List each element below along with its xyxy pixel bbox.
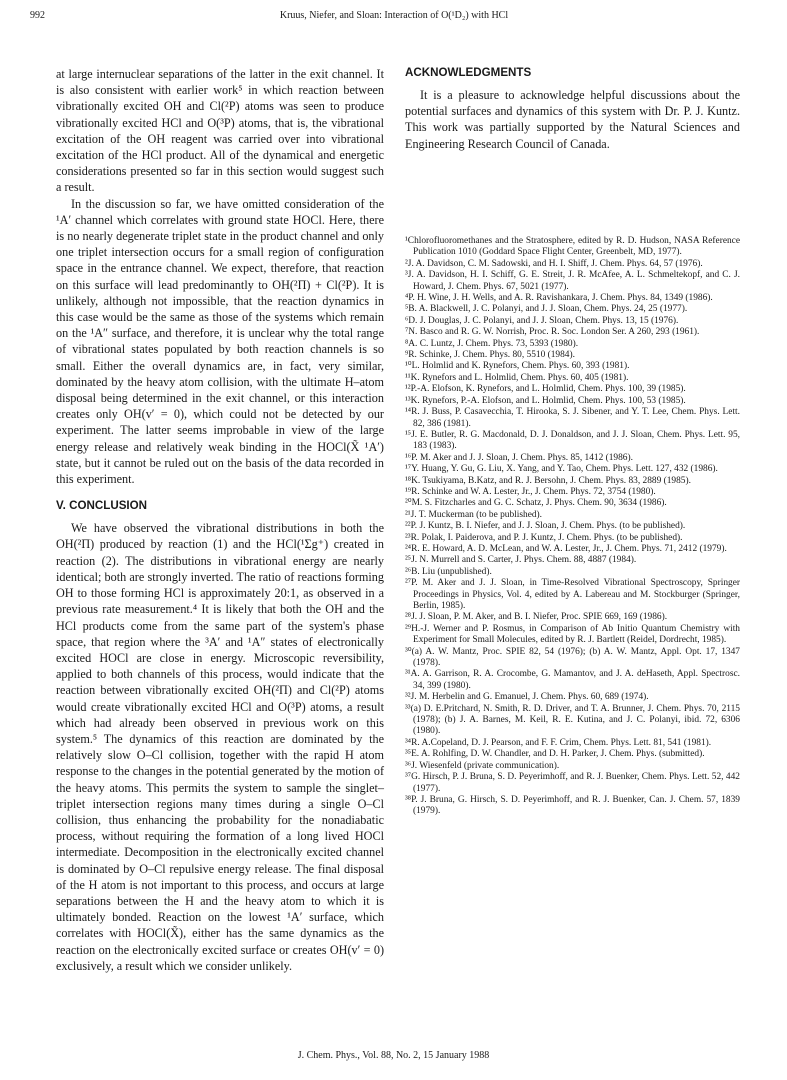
reference-item: ²⁶B. Liu (unpublished). xyxy=(405,566,492,577)
reference-item: ³⁷G. Hirsch, P. J. Bruna, S. D. Peyerimhoff, and R. J. Buenker, Chem. Phys. Lett. 52, 442 (1977). xyxy=(405,772,740,794)
reference-item: ³⁵E. A. Rohlfing, D. W. Chandler, and D. H. Parker, J. Chem. Phys. (submitted). xyxy=(405,749,705,760)
reference-item: ⁴P. H. Wine, J. H. Wells, and A. R. Ravishankara, J. Chem. Phys. 84, 1349 (1986). xyxy=(405,293,713,304)
reference-item: ²³R. Polak, I. Paiderova, and P. J. Kuntz, J. Chem. Phys. (to be published). xyxy=(405,532,683,543)
reference-item: ¹⁸K. Tsukiyama, B.Katz, and R. J. Bersohn, J. Chem. Phys. 83, 2889 (1985). xyxy=(405,475,691,486)
reference-item: ⁷N. Basco and R. G. W. Norrish, Proc. R. Soc. London Ser. A 260, 293 (1961). xyxy=(405,327,700,338)
page-number: 992 xyxy=(30,10,45,21)
left-column xyxy=(56,66,384,974)
page-footer: J. Chem. Phys., Vol. 88, No. 2, 15 January 1988 xyxy=(297,1050,490,1061)
reference-item: ³J. A. Davidson, H. I. Schiff, G. E. Streit, J. R. McAfee, A. L. Schmeltekopf, and C. J. Howard, J. Chem. Phys. 67, 5021 (1977). xyxy=(405,270,740,292)
reference-item: ²¹J. T. Muckerman (to be published). xyxy=(405,509,543,520)
reference-item: ¹⁹R. Schinke and W. A. Lester, Jr., J. Chem. Phys. 72, 3754 (1980). xyxy=(405,486,656,497)
reference-item: ³⁴R. A.Copeland, D. J. Pearson, and F. F. Crim, Chem. Phys. Lett. 81, 541 (1981). xyxy=(405,737,712,748)
reference-item: ²J. A. Davidson, C. M. Sadowski, and H. I. Shiff, J. Chem. Phys. 64, 57 (1976). xyxy=(405,258,703,269)
acknowledgments-paragraph: It is a pleasure to acknowledge helpful discussions about the potential surfaces and dynamics of this system with Dr. P. J. Kuntz. This work was partially supported by the Natural Sciences and Engineering Research Council of Canada. xyxy=(405,88,740,151)
reference-item: ¹⁶P. M. Aker and J. J. Sloan, J. Chem. Phys. 85, 1412 (1986). xyxy=(405,452,633,463)
reference-item: ³⁶J. Wiesenfeld (private communication). xyxy=(405,760,560,771)
reference-item: ¹²P.-A. Elofson, K. Rynefors, and L. Holmlid, Chem. Phys. 100, 39 (1985). xyxy=(405,384,686,395)
reference-item: ²²P. J. Kuntz, B. I. Niefer, and J. J. Sloan, J. Chem. Phys. (to be published). xyxy=(405,521,686,532)
reference-item: ¹¹K. Rynefors and L. Holmlid, Chem. Phys. 60, 405 (1981). xyxy=(405,372,629,383)
reference-item: ³⁰(a) A. W. Mantz, Proc. SPIE 82, 54 (1976); (b) A. W. Mantz, Appl. Opt. 17, 1347 (1978). xyxy=(405,646,740,669)
reference-item: ¹⁰L. Holmlid and K. Rynefors, Chem. Phys. 60, 393 (1981). xyxy=(405,361,630,372)
reference-item: ⁶D. J. Douglas, J. C. Polanyi, and J. J. Sloan, Chem. Phys. 13, 15 (1976). xyxy=(405,315,679,326)
reference-item: ¹³K. Rynefors, P.-A. Elofson, and L. Holmlid, Chem. Phys. 100, 53 (1985). xyxy=(405,395,686,406)
section-heading-acknowledgments: ACKNOWLEDGMENTS xyxy=(405,66,532,79)
reference-item: ⁸A. C. Luntz, J. Chem. Phys. 73, 5393 (1980). xyxy=(405,338,579,349)
page-header xyxy=(30,10,758,26)
body-paragraph: at large internuclear separations of the latter in the exit channel. It is also consistent with earlier work⁵ in which reaction between vibrationally excited OH and Cl(²P) atoms was seen to produce vibrationally excited HCl and O(³P) atoms, that is, the vibrational excitation of the OH reagent was carried over into vibrational excitation of the HCl product. All of the dynamical and energetic considerations presented so far in this section would suggest such a result. xyxy=(56,67,384,195)
reference-item: ²⁸J. J. Sloan, P. M. Aker, and B. I. Niefer, Proc. SPIE 669, 169 (1986). xyxy=(405,612,668,623)
reference-item: ³⁸P. J. Bruna, G. Hirsch, S. D. Peyerimhoff, and R. J. Buenker, Can. J. Chem. 57, 1839 (1979). xyxy=(405,794,740,817)
reference-item: ⁹R. Schinke, J. Chem. Phys. 80, 5510 (1984). xyxy=(405,350,575,361)
reference-item: ¹Chlorofluoromethanes and the Stratosphere, edited by R. D. Hudson, NASA Reference Publication 1010 (Goddard Space Flight Center, Greenbelt, MD, 1977). xyxy=(405,236,740,258)
reference-item: ³¹A. A. Garrison, R. A. Crocombe, G. Mamantov, and J. A. deHaseth, Appl. Spectrosc. 34, 399 (1980). xyxy=(405,669,740,691)
reference-item: ²⁴R. E. Howard, A. D. McLean, and W. A. Lester, Jr., J. Chem. Phys. 71, 2412 (1979). xyxy=(405,543,727,554)
body-paragraph: In the discussion so far, we have omitted consideration of the ¹A′ channel which correlates with ground state HOCl. Here, there is no nearly degenerate triplet state in the product channel and only one triplet intersection occurs for a small region of configuration space in the entrance channel. We expect, therefore, that reaction on this surface will lead predominantly to OH(²Π) + Cl(²P). It is unlikely, although not impossible, that the reaction dynamics in this case would be the same as those of the systems which remain on the ¹A″ surface, and therefore, it is unclear why the total range of vibrational states populated by both reaction channels is so small. Either the overall dynamics are, in fact, very similar, dominated by the heavy atom collision, with the ultimate H–atom disposal being determined in the exit channel, or this interaction creates only OH(v′ = 0), which could not be detected by our experiment. The latter seems improbable in view of the large energy release and relatively weak binding in the HOCl(X̃ ¹A′) state, but it cannot be ruled out on the basis of the data recorded in this experiment. xyxy=(56,196,384,487)
reference-item: ³²J. M. Herbelin and G. Emanuel, J. Chem. Phys. 60, 689 (1974). xyxy=(405,692,649,703)
references-list xyxy=(405,236,740,818)
reference-item: ⁵B. A. Blackwell, J. C. Polanyi, and J. J. Sloan, Chem. Phys. 24, 25 (1977). xyxy=(405,304,688,315)
reference-item: ¹⁷Y. Huang, Y. Gu, G. Liu, X. Yang, and Y. Tao, Chem. Phys. Lett. 127, 432 (1986). xyxy=(405,464,718,475)
reference-item: ¹⁴R. J. Buss, P. Casavecchia, T. Hirooka, S. J. Sibener, and Y. T. Lee, Chem. Phys. Lett. 82, 386 (1981). xyxy=(405,407,740,429)
reference-item: ³³(a) D. E.Pritchard, N. Smith, R. D. Driver, and T. A. Brunner, J. Chem. Phys. 70, 2115 (1978); (b) J. A. Barnes, M. Keil, R. E. Kutina, and J. C. Polanyi, ibid. 72, 6306 (1980). xyxy=(405,703,740,737)
conclusion-paragraph: We have observed the vibrational distributions in both the OH(²Π) produced by reaction (1) and the HCl(¹Σg⁺) created in reaction (2). The distributions in vibrational energy are nearly identical; both are strongly inverted. The ratio of reactions forming OH to those forming HCl is approximately 20:1, as observed in a previous rate measurement.⁴ It is likely that both the OH and the HCl products come from the same part of the system's phase space, that region where the ³A′ and ¹A″ states of electronically excited HOCl are close in energy. Microscopic reversibility, applied to both channels of this process, would indicate that the reaction between vibrationally excited OH(²Π) and Cl(²P) atoms would create vibrationally excited HCl and O(³P) atoms, a result which had already been observed in previous work on this system.⁵ The dynamics of this reaction are dominated by the relatively slow O–Cl collision, together with the rapid H atom response to the changes in the potential generated by the motion of the heavy atoms. This permits the system to sample the singlet–triplet intersection regions many times during a single O–Cl collision, thus enhancing the probability for the nonadiabatic process, without requiring the formation of a long lived HOCl intermediate. Decomposition in the electronically excited channel is dominated by O–Cl repulsive energy release. The final disposal of the H atom is not important to this process, and occurs at large separations between the H and the heavy atom to which it is ultimately bonded. Reaction on the lowest ¹A′ surface, which correlates with HOCl(X̃), either has the same dynamics as the reaction on the electronically excited surface or creates OH(v′ = 0) exclusively, a result which we consider unlikely. xyxy=(56,521,384,973)
reference-item: ¹⁵J. E. Butler, R. G. Macdonald, D. J. Donaldson, and J. J. Sloan, Chem. Phys. Lett. 95, 183 (1983). xyxy=(405,429,740,452)
section-heading-conclusion: V. CONCLUSION xyxy=(56,499,148,513)
reference-item: ²⁷P. M. Aker and J. J. Sloan, in Time-Resolved Vibrational Spectroscopy, Springer Proceedings in Physics, Vol. 4, edited by A. Labereau and M. Stockburger (Springer, Berlin, 1985). xyxy=(405,578,740,611)
right-column xyxy=(405,66,740,152)
running-head: Kruus, Niefer, and Sloan: Interaction of O(¹D₂) with HCl xyxy=(279,10,509,21)
reference-item: ²⁵J. N. Murrell and S. Carter, J. Phys. Chem. 88, 4887 (1984). xyxy=(405,555,637,566)
reference-item: ²⁰M. S. Fitzcharles and G. C. Schatz, J. Phys. Chem. 90, 3634 (1986). xyxy=(405,498,667,509)
reference-item: ²⁹H.-J. Werner and P. Rosmus, in Comparison of Ab Initio Quantum Chemistry with Experiment for Small Molecules, edited by R. J. Bartlett (Reidel, Dordrecht, 1985). xyxy=(405,623,740,646)
